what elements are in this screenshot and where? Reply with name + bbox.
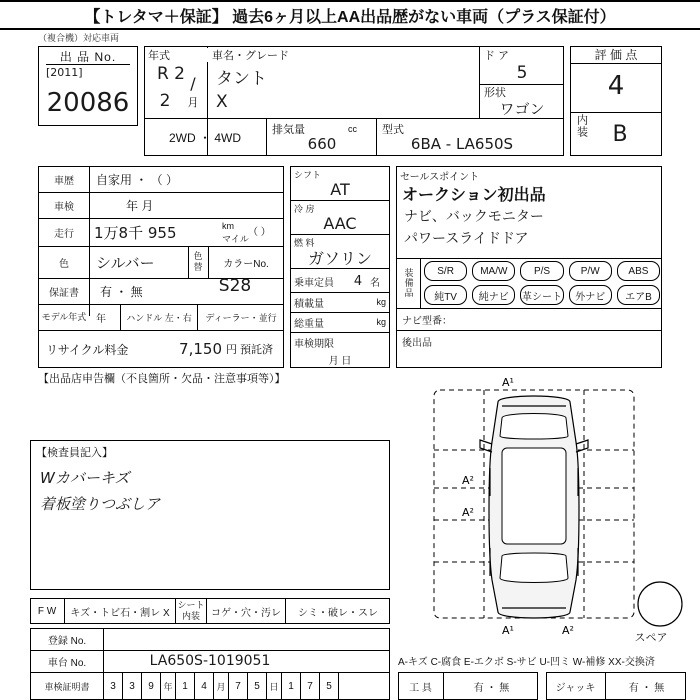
serial-digit: 3	[104, 672, 123, 700]
serial-mark: 月	[214, 672, 229, 700]
equip-chip[interactable]: 革シート	[520, 285, 563, 305]
history-color-no-label: カラーNo.	[223, 258, 269, 270]
equip-expiry-value: 月 日	[328, 355, 352, 367]
serial-digit: 1	[176, 672, 195, 700]
banner-subnote: （複合機）対応車両	[38, 33, 120, 43]
equip-chips-row2	[424, 284, 660, 306]
equip-chip[interactable]: P/S	[520, 261, 563, 281]
inspector-box	[30, 440, 390, 590]
damage-mark-mid1: A²	[462, 474, 474, 487]
serial-digit: 5	[320, 672, 339, 700]
equip-chip[interactable]: ABS	[617, 261, 660, 281]
banner-title: 【トレタマ＋保証】 過去6ヶ月以上AA出品歴がない車両（プラス保証付）	[0, 0, 700, 30]
spec-door-label: ド ア	[484, 48, 544, 62]
serial-digit: 4	[195, 672, 214, 700]
equip-chip-label: 装備品	[403, 268, 414, 298]
damage-legend: A-キズ C-腐食 E-エクボ S-サビ U-凹ミ W-補修 XX-交換済	[398, 656, 655, 668]
history-color-sep	[188, 246, 189, 278]
history-color-no-value: S28	[218, 276, 252, 296]
jack-value: 有 ・ 無	[628, 682, 665, 694]
jack-label: ジャッキ	[546, 672, 606, 700]
equip-chip[interactable]: 外ナビ	[569, 285, 612, 305]
history-row-2-value: 1万8千 955	[94, 223, 177, 242]
serial-digit: 7	[301, 672, 320, 700]
equip-fuel-value: ガソリン	[307, 248, 372, 268]
serial-digit: 5	[248, 672, 267, 700]
inspector-line2: 着板塗りつぶしア	[40, 494, 161, 513]
reg-row-2-label: 車検証明書	[44, 681, 90, 692]
rating-label: 評 価 点	[570, 46, 662, 64]
rating-value: 4	[607, 71, 625, 101]
sales-line1: ナビ、バックモニター	[404, 209, 544, 225]
history-row-2-unit2: マイル	[222, 233, 249, 244]
equip-capacity-value: 4	[353, 273, 363, 289]
history-color-change-label: 色替	[193, 251, 203, 272]
equip-capacity-unit: 名	[370, 277, 380, 289]
history-row-5-value: 年	[96, 313, 106, 325]
seller-note-label: 【出品店申告欄（不良箇所・欠品・注意事項等）】	[38, 373, 286, 385]
damage-mark-bottom-right: A²	[562, 624, 574, 637]
damage-header-cell-fw: F W	[37, 605, 57, 617]
history-row-4-value: 有 ・ 無	[100, 284, 143, 299]
history-row-4-label: 保証書	[49, 287, 79, 299]
equip-capacity-label: 乗車定員	[294, 277, 334, 289]
equip-chips-row1	[424, 260, 660, 282]
spec-shape-value: ワゴン	[499, 99, 545, 118]
after-rule	[396, 330, 662, 331]
equip-rule-2	[290, 268, 390, 269]
equip-load-label: 積載量	[294, 298, 324, 310]
spec-grade-value: X	[216, 92, 228, 112]
history-dealer-label: ディーラー・並行	[205, 312, 277, 323]
spec-disp-value: 660	[307, 135, 337, 153]
serial-digit: 3	[123, 672, 142, 700]
sales-headline: オークション初出品	[402, 186, 546, 204]
equip-chip[interactable]: エアB	[617, 285, 660, 305]
history-handle-label: ハンドル 左・右	[126, 312, 192, 323]
sales-line2: パワースライドドア	[404, 231, 529, 247]
equip-chip[interactable]: S/R	[424, 261, 467, 281]
equip-chip[interactable]: MA/W	[472, 261, 515, 281]
damage-header-cell-stain: シミ・破レ・スレ	[298, 607, 378, 619]
equip-weight-unit: kg	[376, 317, 386, 327]
spec-model-label: 型式	[382, 122, 432, 136]
navi-model-label: ナビ型番：	[402, 315, 452, 327]
spec-year-sep: /	[190, 73, 196, 93]
damage-header-cell-burn: コゲ・穴・汚レ	[211, 607, 281, 619]
sales-rule	[396, 258, 662, 259]
interior-label: 内装	[574, 114, 588, 154]
interior-value: B	[612, 121, 628, 147]
spec-name-label: 車名・グレード	[212, 48, 372, 62]
spec-year-label: 年式	[148, 48, 208, 62]
serial-digit: 1	[282, 672, 301, 700]
equip-fuel-label: 燃 料	[294, 237, 315, 248]
spec-drive-value: 2WD ・ 4WD	[168, 130, 241, 145]
reg-row-1-label: 車台 No.	[47, 657, 87, 669]
equip-chip[interactable]: P/W	[569, 261, 612, 281]
serial-digit: 7	[229, 672, 248, 700]
equip-chip[interactable]: 純TV	[424, 285, 467, 305]
spec-model-sep	[376, 118, 377, 156]
history-row-2-paren: （ ）	[248, 226, 271, 238]
reg-row-1-value: LA650S-1019051	[149, 653, 271, 669]
car-diagram-svg	[410, 372, 690, 640]
inspector-line1: Wカバーキズ	[40, 468, 130, 487]
equip-load-unit: kg	[376, 297, 386, 307]
damage-mark-mid2: A²	[462, 506, 474, 519]
spec-month-label: 月	[182, 94, 204, 110]
history-row-5-label: モデル年式	[41, 311, 87, 322]
history-row-3-label: 色	[59, 258, 69, 270]
equip-shift-label: シフト	[294, 169, 322, 180]
history-row-1-label: 車検	[54, 201, 74, 213]
spec-disp-label: 排気量	[272, 122, 322, 136]
damage-mark-bottom-left: A¹	[502, 624, 514, 637]
history-row-3-value: シルバー	[96, 253, 155, 272]
sales-label: セールスポイント	[400, 171, 480, 183]
spec-disp-unit: cc	[348, 124, 357, 134]
history-row-2-label: 走行	[54, 228, 74, 240]
spec-door-value: 5	[516, 63, 528, 83]
serial-mark: 日	[267, 672, 282, 700]
equip-ac-label: 冷 房	[294, 203, 315, 214]
recycle-unit: 円 預託済	[226, 344, 274, 356]
history-row-0-label: 車歴	[54, 175, 74, 187]
spec-name-value: タント	[216, 68, 267, 89]
history-row-1-value: 年 月	[126, 198, 154, 213]
spec-shape-label: 形状	[484, 85, 544, 99]
equip-expiry-label: 車検期限	[294, 338, 334, 350]
spec-model-value: 6BA - LA650S	[410, 135, 514, 153]
spare-label: スペア	[634, 632, 668, 644]
inspector-label: 【検査員記入】	[36, 447, 113, 459]
recycle-label: リサイクル料金	[46, 342, 129, 357]
rating-rule	[570, 112, 662, 113]
navi-rule	[396, 308, 662, 309]
lot-year-bracket: [2011]	[46, 65, 83, 79]
recycle-value: 7,150	[179, 340, 222, 358]
equip-weight-label: 総重量	[294, 318, 324, 330]
damage-header-cell-scratch: キズ・トビ石・割レ X	[70, 607, 170, 619]
equip-chip[interactable]: 純ナビ	[472, 285, 515, 305]
serial-digit-row	[104, 672, 390, 700]
equip-shift-value: AT	[330, 179, 350, 199]
car-diagram	[410, 372, 690, 640]
damage-header-cell-seat: シート内装	[177, 600, 205, 621]
spec-month-value: 2	[159, 91, 171, 111]
equip-rule-5	[290, 332, 390, 333]
history-row-2-unit1: km	[222, 221, 234, 231]
spec-bottom-rule	[144, 118, 564, 119]
equip-chip-sep	[420, 258, 421, 308]
after-auction-label: 後出品	[402, 337, 432, 349]
damage-mark-top: A¹	[502, 376, 514, 389]
spec-year-value: R 2	[156, 64, 186, 84]
lot-number: 20086	[46, 88, 130, 118]
tools-value: 有 ・ 無	[473, 682, 510, 694]
tools-label: 工 具	[398, 672, 444, 700]
lot-label: 出 品 No.	[59, 49, 117, 64]
reg-row-0-label: 登録 No.	[47, 635, 87, 647]
history-row-0-value: 自家用 ・ （ ）	[96, 172, 179, 187]
serial-mark: 年	[161, 672, 176, 700]
serial-digit: 9	[142, 672, 161, 700]
spec-disp-sep	[266, 118, 267, 156]
equip-ac-value: AAC	[323, 213, 357, 233]
